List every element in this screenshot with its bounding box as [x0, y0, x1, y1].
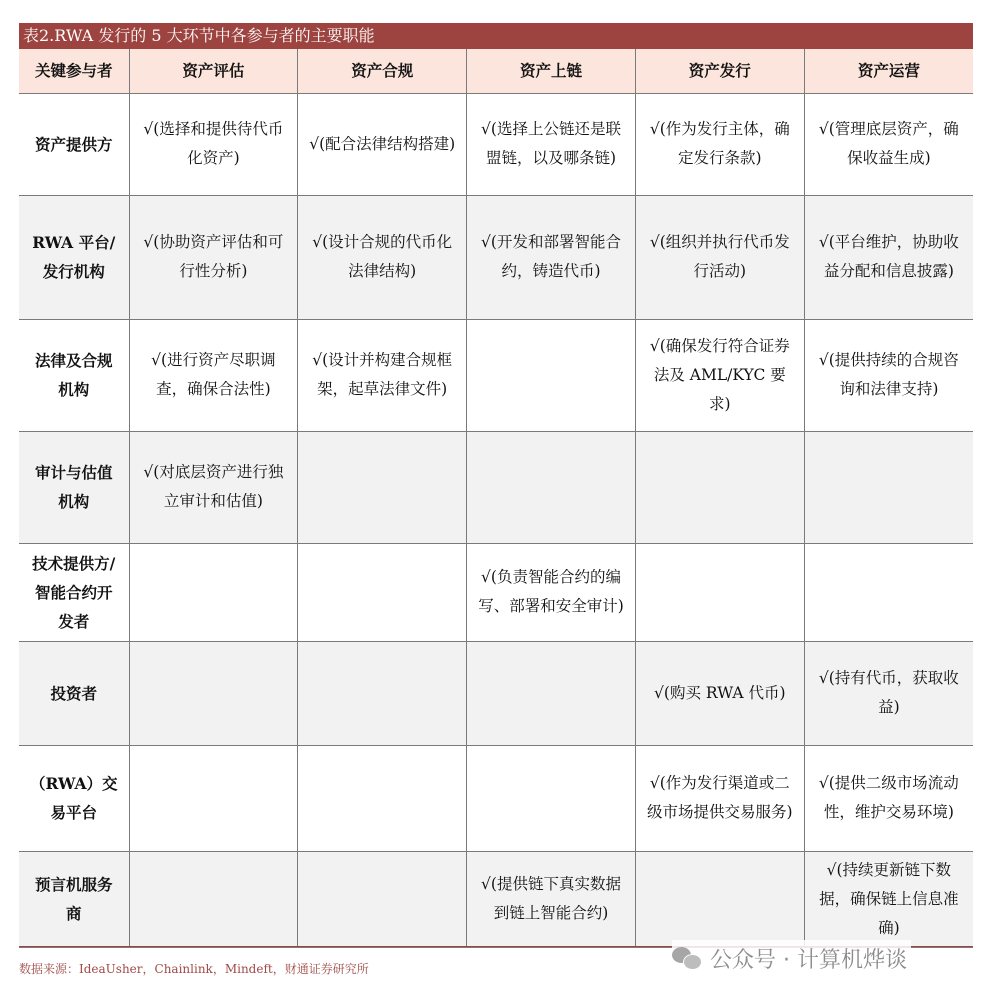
table-cell [804, 431, 973, 543]
table-cell: √(配合法律结构搭建) [298, 93, 467, 195]
table-cell: √(负责智能合约的编写、部署和安全审计) [467, 543, 636, 641]
role-cell: 审计与估值机构 [19, 431, 129, 543]
table-cell [298, 431, 467, 543]
table-cell: √(设计并构建合规框架，起草法律文件) [298, 319, 467, 431]
column-header: 资产运营 [804, 49, 973, 93]
table-row [19, 195, 973, 319]
table-cell [467, 641, 636, 745]
role-cell: 法律及合规机构 [19, 319, 129, 431]
table-cell: √(确保发行符合证券法及 AML/KYC 要求) [635, 319, 804, 431]
table-cell [467, 319, 636, 431]
table-cell: √(持有代币，获取收益) [804, 641, 973, 745]
column-header: 资产发行 [635, 49, 804, 93]
watermark [672, 940, 911, 976]
table-cell: √(管理底层资产，确保收益生成) [804, 93, 973, 195]
table-cell: √(对底层资产进行独立审计和估值) [129, 431, 298, 543]
table-cell [129, 745, 298, 851]
role-cell: 投资者 [19, 641, 129, 745]
table-cell [635, 431, 804, 543]
table-cell [467, 745, 636, 851]
table-cell [467, 431, 636, 543]
column-header: 资产合规 [298, 49, 467, 93]
column-header: 关键参与者 [19, 49, 129, 93]
table-cell: √(平台维护，协助收益分配和信息披露) [804, 195, 973, 319]
table-cell: √(进行资产尽职调查，确保合法性) [129, 319, 298, 431]
table-row [19, 641, 973, 745]
table-cell: √(提供持续的合规咨询和法律支持) [804, 319, 973, 431]
table-row [19, 543, 973, 641]
table-cell: √(作为发行渠道或二级市场提供交易服务) [635, 745, 804, 851]
source-note: 数据来源：IdeaUsher，Chainlink，Mindeft，财通证券研究所 [19, 962, 369, 976]
table-row [19, 319, 973, 431]
table-cell [635, 851, 804, 947]
role-cell: （RWA）交易平台 [19, 745, 129, 851]
wechat-icon [672, 945, 702, 971]
role-cell: RWA 平台/发行机构 [19, 195, 129, 319]
table-cell: √(协助资产评估和可行性分析) [129, 195, 298, 319]
table-cell: √(购买 RWA 代币) [635, 641, 804, 745]
table-row [19, 851, 973, 947]
table-cell: √(组织并执行代币发行活动) [635, 195, 804, 319]
table-cell [635, 543, 804, 641]
table-cell [298, 543, 467, 641]
table-row [19, 745, 973, 851]
role-cell: 预言机服务商 [19, 851, 129, 947]
table-cell: √(设计合规的代币化法律结构) [298, 195, 467, 319]
table-cell [804, 543, 973, 641]
table-cell: √(持续更新链下数据，确保链上信息准确) [804, 851, 973, 947]
table-cell [129, 543, 298, 641]
table-cell [298, 745, 467, 851]
table-cell: √(提供二级市场流动性，维护交易环境) [804, 745, 973, 851]
table-cell [298, 641, 467, 745]
column-header: 资产评估 [129, 49, 298, 93]
table-cell: √(选择和提供待代币化资产) [129, 93, 298, 195]
role-cell: 资产提供方 [19, 93, 129, 195]
table-row [19, 431, 973, 543]
table-cell: √(作为发行主体，确定发行条款) [635, 93, 804, 195]
table-cell [298, 851, 467, 947]
table-cell [129, 851, 298, 947]
role-cell: 技术提供方/智能合约开发者 [19, 543, 129, 641]
table-cell: √(开发和部署智能合约，铸造代币) [467, 195, 636, 319]
table-cell: √(提供链下真实数据到链上智能合约) [467, 851, 636, 947]
table-title: 表2.RWA 发行的 5 大环节中各参与者的主要职能 [19, 23, 973, 49]
table-row [19, 93, 973, 195]
column-header: 资产上链 [467, 49, 636, 93]
header-row [19, 49, 973, 93]
table-cell [129, 641, 298, 745]
watermark-text: 公众号 · 计算机烨谈 [710, 947, 907, 973]
roles-table [19, 49, 973, 948]
table-cell: √(选择上公链还是联盟链，以及哪条链) [467, 93, 636, 195]
